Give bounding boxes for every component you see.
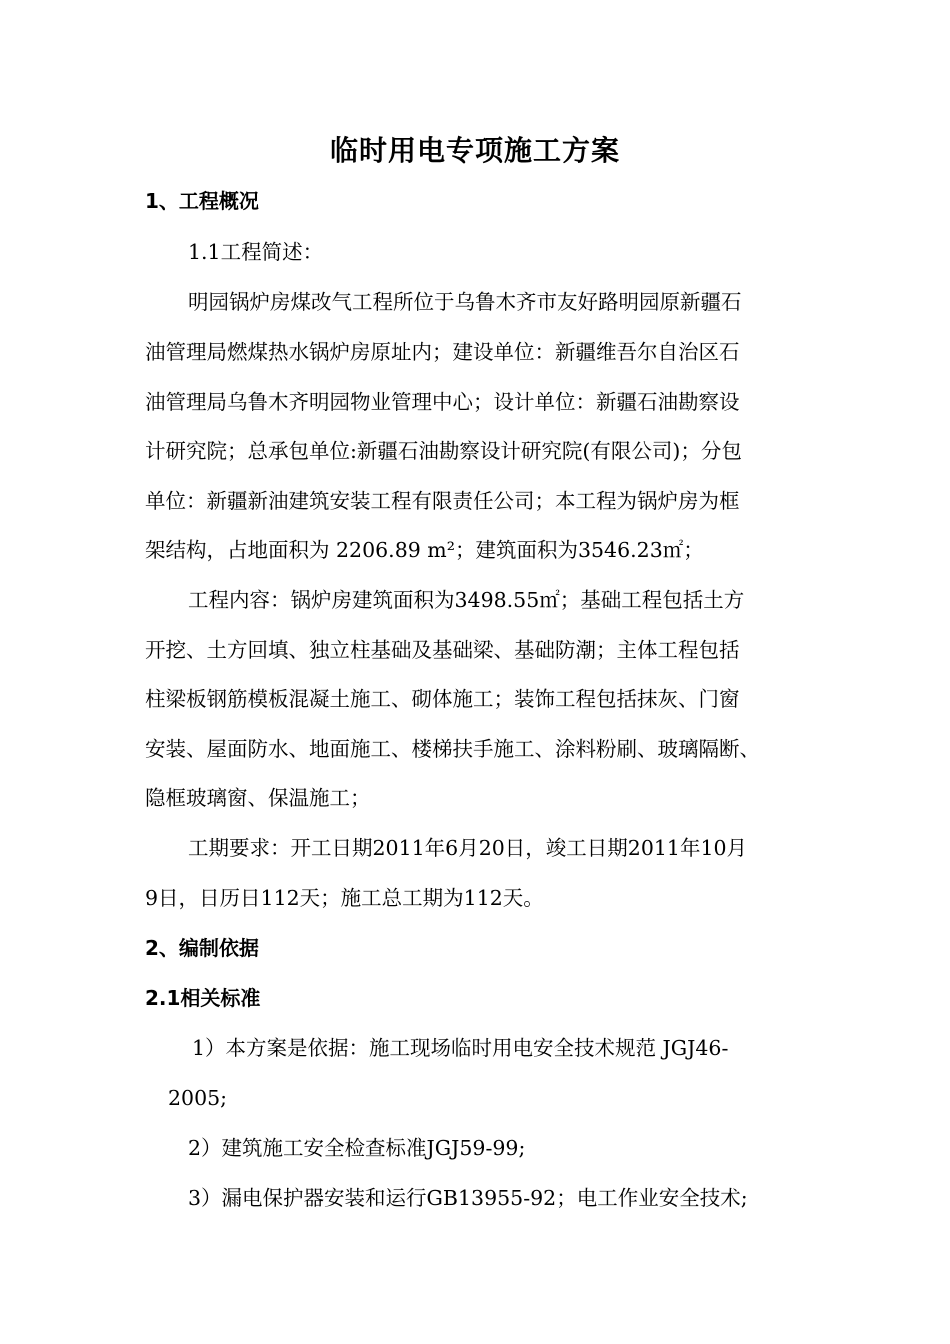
paragraph-line: 柱梁板钢筋模板混凝土施工、砌体施工；装饰工程包括抹灰、门窗 <box>145 687 740 711</box>
paragraph-line: 安装、屋面防水、地面施工、楼梯扶手施工、涂料粉刷、玻璃隔断、 <box>145 737 760 761</box>
paragraph-line: 单位：新疆新油建筑安装工程有限责任公司；本工程为锅炉房为框 <box>145 489 740 513</box>
standard-item: 1）本方案是依据：施工现场临时用电安全技术规范 JGJ46- <box>192 1036 729 1060</box>
standard-item: 2）建筑施工安全检查标准JGJ59-99; <box>188 1136 526 1160</box>
section-2-heading: 2、编制依据 <box>145 936 259 960</box>
paragraph-line: 明园锅炉房煤改气工程所位于乌鲁木齐市友好路明园原新疆石 <box>188 290 742 314</box>
paragraph-line: 工期要求：开工日期2011年6月20日，竣工日期2011年10月 <box>188 836 748 860</box>
paragraph-line: 油管理局燃煤热水锅炉房原址内；建设单位：新疆维吾尔自治区石 <box>145 340 740 364</box>
paragraph-line: 开挖、土方回填、独立柱基础及基础梁、基础防潮；主体工程包括 <box>145 638 740 662</box>
paragraph-line: 计研究院；总承包单位:新疆石油勘察设计研究院(有限公司)；分包 <box>145 439 742 463</box>
page-title: 临时用电专项施工方案 <box>329 134 620 167</box>
section-1-heading: 1、工程概况 <box>145 189 259 213</box>
paragraph-line: 油管理局乌鲁木齐明园物业管理中心；设计单位：新疆石油勘察设 <box>145 390 740 414</box>
standard-item-continuation: 2005; <box>168 1086 228 1110</box>
paragraph-line: 9日，日历日112天；施工总工期为112天。 <box>145 886 544 910</box>
paragraph-line: 工程内容：锅炉房建筑面积为3498.55㎡；基础工程包括土方 <box>188 588 745 612</box>
subsection-2-1-heading: 2.1相关标准 <box>145 986 261 1010</box>
paragraph-line: 架结构，占地面积为 2206.89 m²；建筑面积为3546.23㎡； <box>145 538 704 562</box>
subsection-1-1-heading: 1.1工程简述： <box>188 240 324 264</box>
paragraph-line: 隐框玻璃窗、保温施工； <box>145 786 371 810</box>
standard-item: 3）漏电保护器安装和运行GB13955-92；电工作业安全技术; <box>188 1186 748 1210</box>
